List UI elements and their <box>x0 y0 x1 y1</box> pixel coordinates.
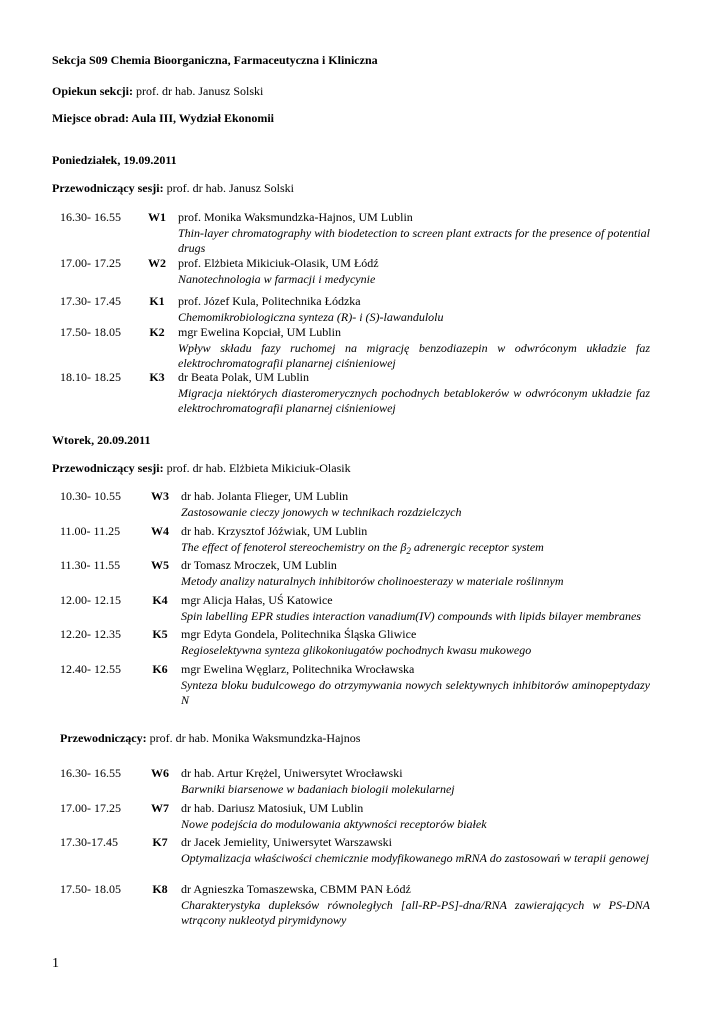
talk-title: Nowe podejścia do modulowania aktywności receptorów białek <box>181 816 487 831</box>
talk-time: 12.40- 12.55 <box>60 662 121 676</box>
talk-speaker: mgr Ewelina Kopciał, UM Lublin <box>178 325 341 339</box>
talk-speaker: prof. Monika Waksmundzka-Hajnos, UM Lublin <box>178 210 413 224</box>
talk-time: 17.30-17.45 <box>60 835 118 849</box>
talk-code: W5 <box>151 558 169 572</box>
talk-speaker: dr Jacek Jemielity, Uniwersytet Warszawski <box>181 835 392 849</box>
talk-time: 12.20- 12.35 <box>60 627 121 641</box>
talk-time: 17.50- 18.05 <box>60 325 121 339</box>
talk-speaker: prof. Józef Kula, Politechnika Łódzka <box>178 294 361 308</box>
program-row <box>52 325 650 370</box>
talk-code: K2 <box>149 325 165 339</box>
program-row <box>52 256 650 294</box>
talk-code: K4 <box>152 593 168 607</box>
talk-code: W4 <box>151 524 169 538</box>
program-row <box>52 882 650 929</box>
talk-time: 11.00- 11.25 <box>60 524 121 538</box>
talk-code: K6 <box>152 662 168 676</box>
program-row <box>52 801 650 835</box>
talk-time: 17.00- 17.25 <box>60 256 121 270</box>
talk-speaker: dr hab. Dariusz Matosiuk, UM Lublin <box>181 801 364 815</box>
talk-time: 12.00- 12.15 <box>60 593 121 607</box>
talk-title: Charakterystyka dupleksów równoległych [all-RP-PS]-dna/RNA zawierających w PS-DNA wtrącony nukleotyd pirymidynowy <box>181 897 650 927</box>
talk-time: 17.50- 18.05 <box>60 882 121 896</box>
day-2-program <box>52 489 650 709</box>
supervisor-name: prof. dr hab. Janusz Solski <box>136 84 264 98</box>
talk-title: Thin-layer chromatography with biodetection to screen plant extracts for the presence of potential drugs <box>178 225 650 255</box>
talk-speaker: mgr Ewelina Węglarz, Politechnika Wrocławska <box>181 662 415 676</box>
talk-code: K1 <box>149 294 165 308</box>
talk-code: K7 <box>152 835 168 849</box>
program-row <box>52 524 650 558</box>
program-row <box>52 766 650 801</box>
talk-time: 17.00- 17.25 <box>60 801 121 815</box>
program-row <box>52 835 650 882</box>
program-row <box>52 558 650 593</box>
talk-title: Chemomikrobiologiczna synteza (R)- i (S)-lawandulolu <box>178 309 444 324</box>
talk-time: 16.30- 16.55 <box>60 766 121 780</box>
chair-name: prof. dr hab. Elżbieta Mikiciuk-Olasik <box>166 461 351 475</box>
talk-speaker: dr Tomasz Mroczek, UM Lublin <box>181 558 337 572</box>
talk-speaker: dr hab. Jolanta Flieger, UM Lublin <box>181 489 349 503</box>
chair-label: Przewodniczący sesji: <box>52 461 164 475</box>
talk-title: Regioselektywna synteza glikokoniugatów pochodnych kwasu mukowego <box>181 642 532 657</box>
talk-code: W7 <box>151 801 169 815</box>
program-row <box>52 210 650 256</box>
talk-title: Migracja niektórych diasteromerycznych pochodnych betablokerów w odwróconym układzie faz elektrochromatografii planarnej ciśnieniowej <box>178 385 650 415</box>
talk-time: 10.30- 10.55 <box>60 489 121 503</box>
program-row <box>52 489 650 524</box>
talk-speaker: dr Agnieszka Tomaszewska, CBMM PAN Łódź <box>181 882 411 896</box>
talk-speaker: mgr Alicja Hałas, UŚ Katowice <box>181 593 333 607</box>
program-row <box>52 294 650 325</box>
day-2-date: Wtorek, 20.09.2011 <box>52 433 151 447</box>
talk-code: W6 <box>151 766 169 780</box>
program-row <box>52 662 650 709</box>
chair-label: Przewodniczący: <box>60 731 147 745</box>
talk-time: 18.10- 18.25 <box>60 370 121 384</box>
talk-title: Spin labelling EPR studies interaction vanadium(IV) compounds with lipids bilayer membranes <box>181 608 641 623</box>
talk-speaker: mgr Edyta Gondela, Politechnika Śląska Gliwice <box>181 627 417 641</box>
talk-code: K3 <box>149 370 165 384</box>
day-1-date: Poniedziałek, 19.09.2011 <box>52 153 177 167</box>
talk-code: K8 <box>152 882 168 896</box>
session-3-program <box>52 766 650 929</box>
talk-speaker: dr hab. Artur Krężel, Uniwersytet Wrocławski <box>181 766 403 780</box>
session-3-chair <box>60 731 360 747</box>
talk-time: 16.30- 16.55 <box>60 210 121 224</box>
talk-speaker: prof. Elżbieta Mikiciuk-Olasik, UM Łódź <box>178 256 379 270</box>
chair-name: prof. dr hab. Janusz Solski <box>166 181 294 195</box>
section-title: Sekcja S09 Chemia Bioorganiczna, Farmaceutyczna i Kliniczna <box>52 53 378 67</box>
talk-title: Zastosowanie cieczy jonowych w technikach rozdzielczych <box>181 504 462 519</box>
talk-title: Wpływ składu fazy ruchomej na migrację benzodiazepin w odwróconym układzie faz elektrochromatografii planarnej ciśnieniowej <box>178 340 650 370</box>
talk-code: W1 <box>148 210 166 224</box>
venue: Miejsce obrad: Aula III, Wydział Ekonomii <box>52 111 275 125</box>
talk-time: 11.30- 11.55 <box>60 558 121 572</box>
talk-code: W3 <box>151 489 169 503</box>
talk-code: K5 <box>152 627 168 641</box>
day-2-chair <box>52 461 351 477</box>
chair-name: prof. dr hab. Monika Waksmundzka-Hajnos <box>149 731 361 745</box>
day-1-program <box>52 210 650 417</box>
talk-title: The effect of fenoterol stereochemistry on the $\beta_2$ adrenergic receptor system <box>181 539 544 556</box>
talk-title: Optymalizacja właściwości chemicznie modyfikowanego mRNA do zastosowań w terapii genowej <box>181 850 650 865</box>
day-1-chair <box>52 181 294 197</box>
program-row <box>52 370 650 417</box>
program-row <box>52 593 650 627</box>
talk-code: W2 <box>148 256 166 270</box>
program-row <box>52 627 650 662</box>
talk-title: Barwniki biarsenowe w badaniach biologii molekularnej <box>181 781 455 796</box>
talk-title: Metody analizy naturalnych inhibitorów cholinoesterazy w materiale roślinnym <box>181 573 564 588</box>
talk-title: Synteza bloku budulcowego do otrzymywania nowych selektywnych inhibitorów aminopeptydazy N <box>181 677 650 707</box>
chair-label: Przewodniczący sesji: <box>52 181 164 195</box>
talk-speaker: dr Beata Polak, UM Lublin <box>178 370 309 384</box>
talk-time: 17.30- 17.45 <box>60 294 121 308</box>
talk-speaker: dr hab. Krzysztof Jóźwiak, UM Lublin <box>181 524 368 538</box>
page-number: 1 <box>52 956 59 971</box>
talk-title: Nanotechnologia w farmacji i medycynie <box>178 271 376 286</box>
supervisor-label: Opiekun sekcji: <box>52 84 134 98</box>
section-supervisor <box>52 84 263 100</box>
